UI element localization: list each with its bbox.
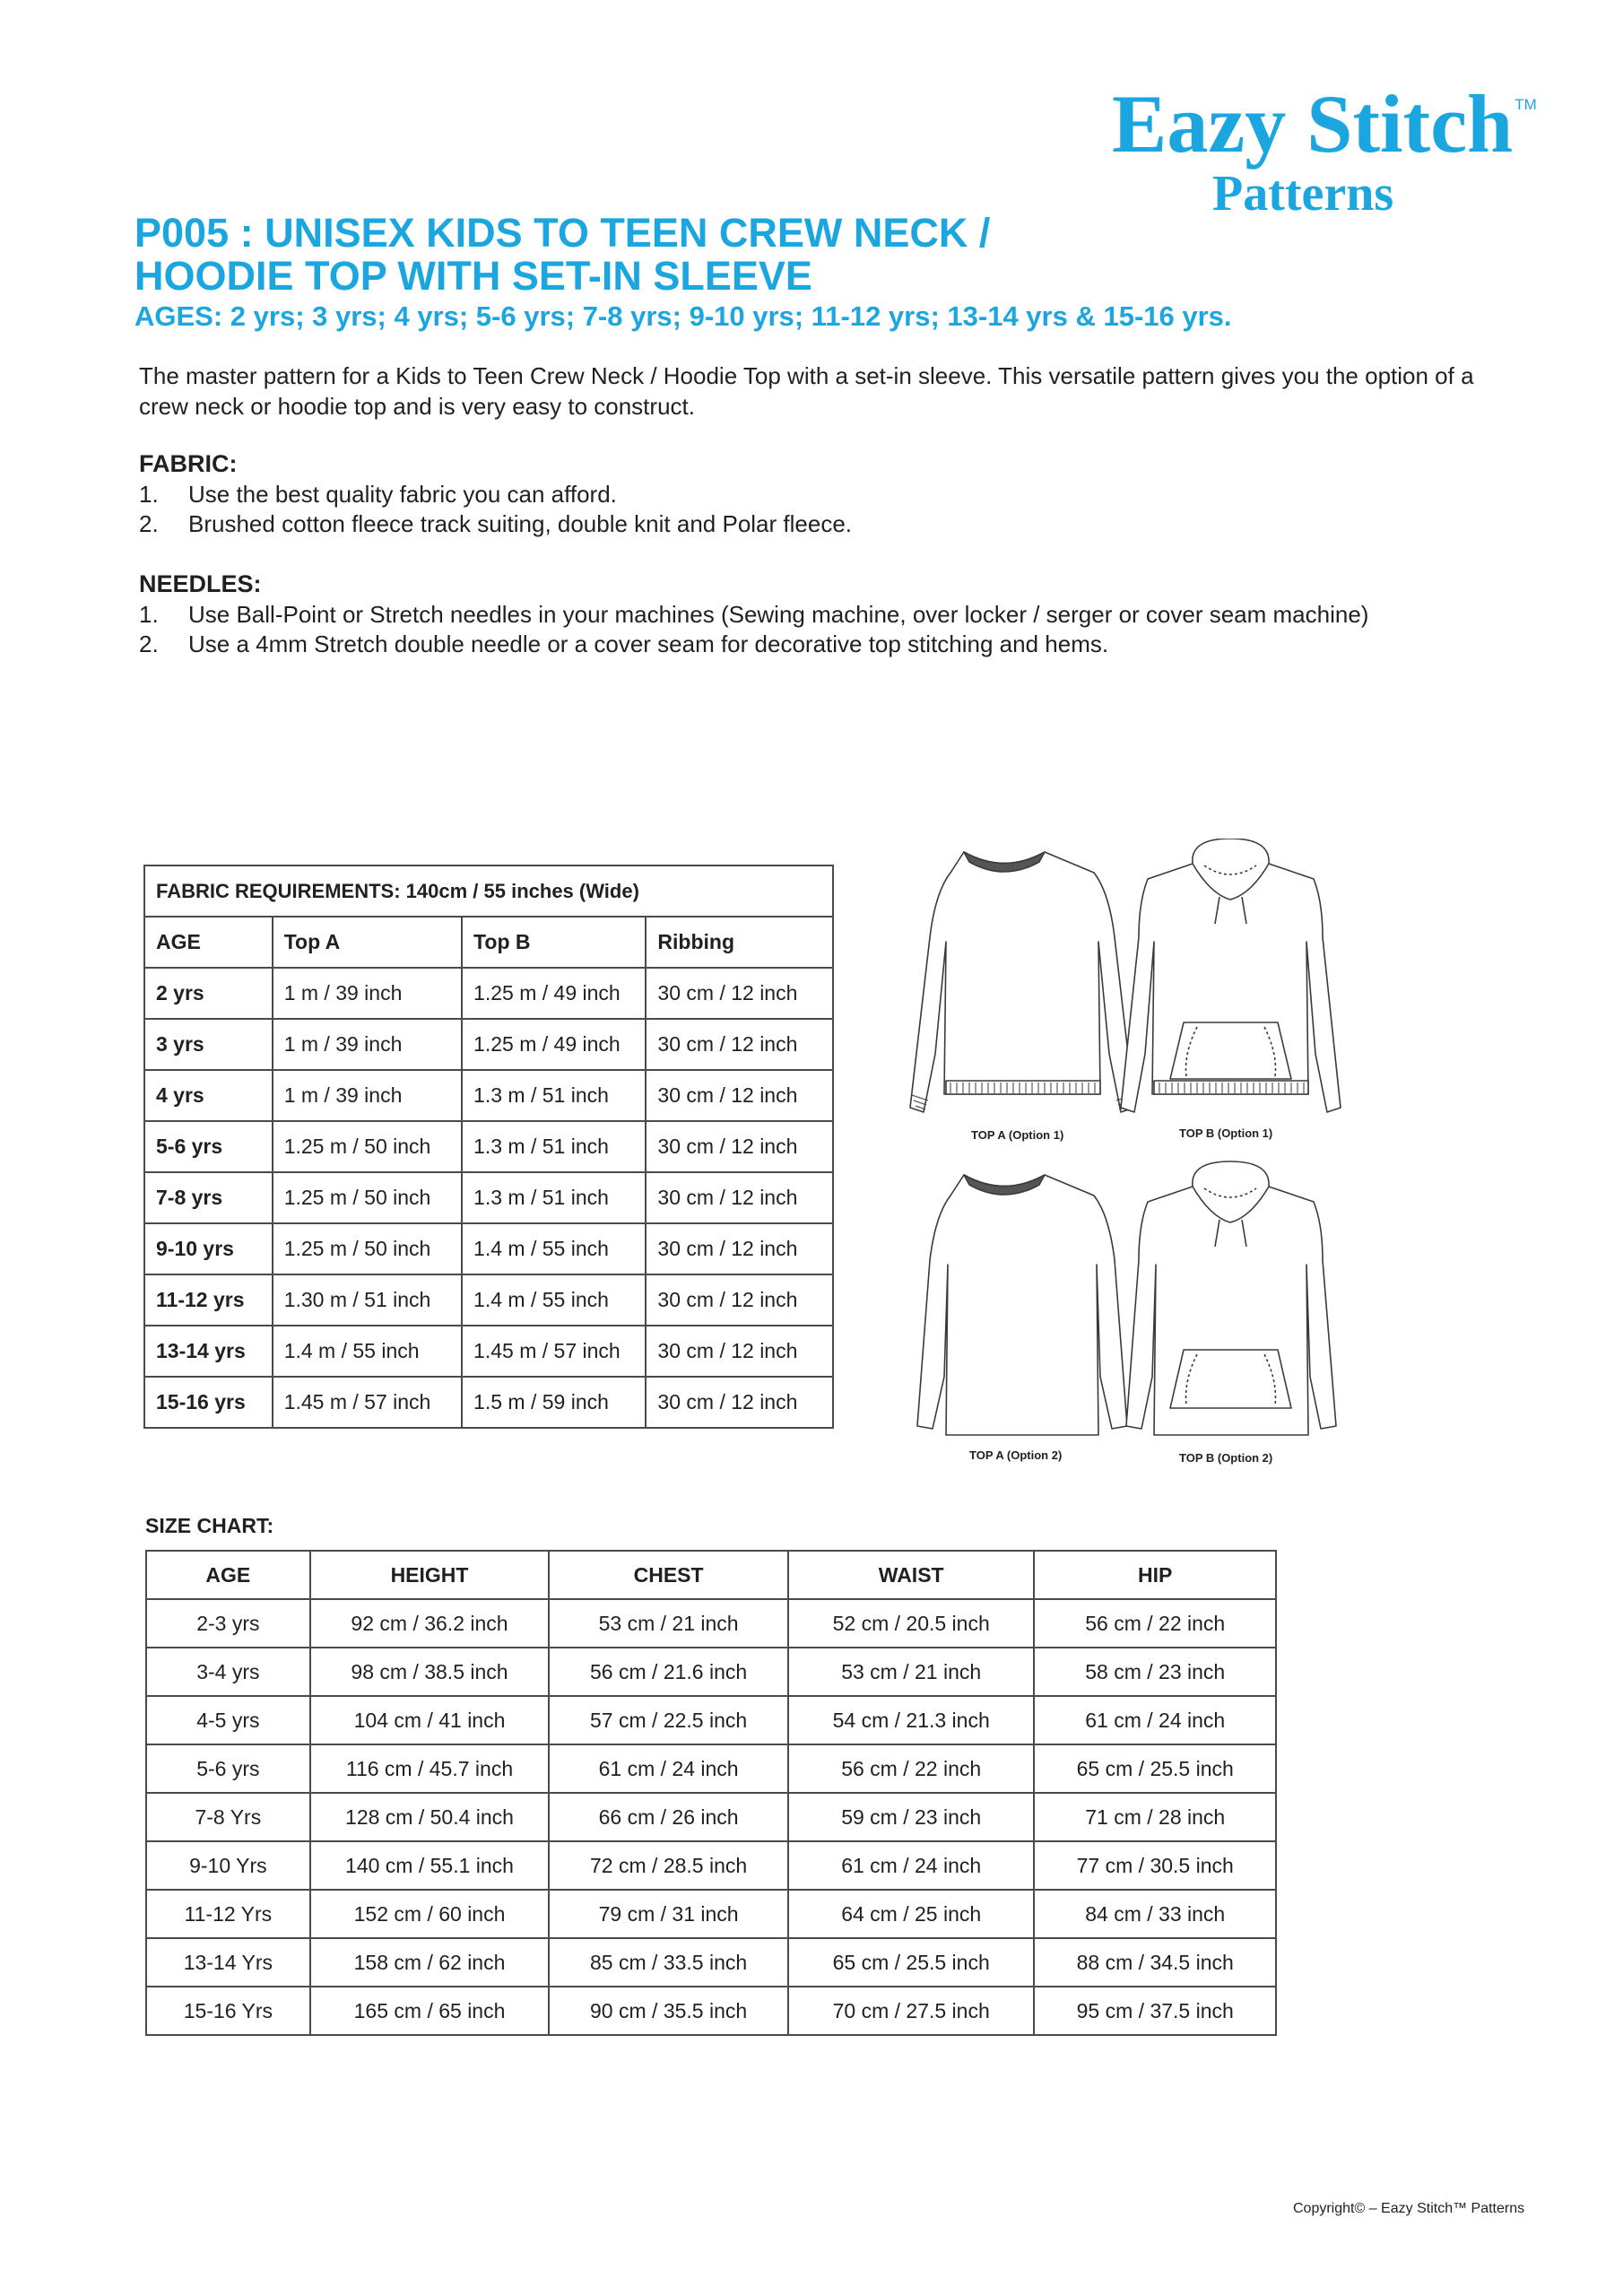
table-cell: 152 cm / 60 inch: [310, 1890, 550, 1938]
page-title: [135, 212, 990, 298]
table-cell: 90 cm / 35.5 inch: [549, 1987, 788, 2035]
age-cell: 4 yrs: [144, 1070, 273, 1121]
size-chart-table: [145, 1550, 1277, 2036]
top-b-option-2-drawing: [1126, 1161, 1336, 1435]
age-cell: 15-16 yrs: [144, 1377, 273, 1428]
table-row: [144, 1326, 833, 1377]
table-cell: 13-14 Yrs: [146, 1938, 310, 1987]
copyright-notice: Copyright© – Eazy Stitch™ Patterns: [1293, 2201, 1525, 2216]
table-cell: 30 cm / 12 inch: [646, 1274, 833, 1326]
column-header: Top B: [462, 917, 646, 968]
age-cell: 11-12 yrs: [144, 1274, 273, 1326]
top-b-option-1-drawing: [1121, 839, 1341, 1112]
table-cell: 15-16 Yrs: [146, 1987, 310, 2035]
age-cell: 3 yrs: [144, 1019, 273, 1070]
table-cell: 77 cm / 30.5 inch: [1034, 1841, 1276, 1890]
table-row: [146, 1987, 1276, 2035]
table-cell: 79 cm / 31 inch: [549, 1890, 788, 1938]
table-cell: 1.45 m / 57 inch: [462, 1326, 646, 1377]
fabric-heading: FABRIC:: [139, 450, 238, 477]
table-cell: 1.25 m / 49 inch: [462, 1019, 646, 1070]
table-cell: 92 cm / 36.2 inch: [310, 1599, 550, 1648]
table-cell: 64 cm / 25 inch: [788, 1890, 1035, 1938]
table-header-row: [144, 917, 833, 968]
table-cell: 1.3 m / 51 inch: [462, 1070, 646, 1121]
table-cell: 59 cm / 23 inch: [788, 1793, 1035, 1841]
table-cell: 52 cm / 20.5 inch: [788, 1599, 1035, 1648]
table-cell: 1.25 m / 50 inch: [273, 1172, 462, 1223]
table-cell: 1.4 m / 55 inch: [462, 1274, 646, 1326]
table-row: [144, 1172, 833, 1223]
table-cell: 65 cm / 25.5 inch: [788, 1938, 1035, 1987]
table-cell: 84 cm / 33 inch: [1034, 1890, 1276, 1938]
table-cell: 54 cm / 21.3 inch: [788, 1696, 1035, 1744]
table-cell: 1.3 m / 51 inch: [462, 1172, 646, 1223]
table-cell: 140 cm / 55.1 inch: [310, 1841, 550, 1890]
table-row: [146, 1648, 1276, 1696]
table-cell: 5-6 yrs: [146, 1744, 310, 1793]
table-cell: 1 m / 39 inch: [273, 1070, 462, 1121]
brand-name: Eazy Stitch: [1112, 78, 1514, 170]
table-cell: 85 cm / 33.5 inch: [549, 1938, 788, 1987]
table-caption: FABRIC REQUIREMENTS: 140cm / 55 inches (Wide): [144, 865, 833, 917]
column-header: Ribbing: [646, 917, 833, 968]
list-item: 2. Use a 4mm Stretch double needle or a cover seam for decorative top stitching and hems.: [139, 631, 1109, 657]
table-cell: 165 cm / 65 inch: [310, 1987, 550, 2035]
table-row: [144, 1274, 833, 1326]
table-cell: 57 cm / 22.5 inch: [549, 1696, 788, 1744]
table-cell: 56 cm / 21.6 inch: [549, 1648, 788, 1696]
table-row: [146, 1890, 1276, 1938]
table-cell: 9-10 Yrs: [146, 1841, 310, 1890]
top-a-option-2-drawing: [917, 1175, 1127, 1435]
table-cell: 1.3 m / 51 inch: [462, 1121, 646, 1172]
column-header: WAIST: [788, 1551, 1035, 1599]
table-cell: 70 cm / 27.5 inch: [788, 1987, 1035, 2035]
age-cell: 13-14 yrs: [144, 1326, 273, 1377]
top-a-option-1-drawing: [910, 852, 1134, 1112]
column-header: AGE: [144, 917, 273, 968]
table-cell: 4-5 yrs: [146, 1696, 310, 1744]
table-cell: 58 cm / 23 inch: [1034, 1648, 1276, 1696]
table-cell: 65 cm / 25.5 inch: [1034, 1744, 1276, 1793]
table-cell: 61 cm / 24 inch: [788, 1841, 1035, 1890]
table-cell: 158 cm / 62 inch: [310, 1938, 550, 1987]
age-cell: 9-10 yrs: [144, 1223, 273, 1274]
table-cell: 1.30 m / 51 inch: [273, 1274, 462, 1326]
table-cell: 30 cm / 12 inch: [646, 1223, 833, 1274]
table-cell: 1 m / 39 inch: [273, 968, 462, 1019]
table-cell: 116 cm / 45.7 inch: [310, 1744, 550, 1793]
table-cell: 1.25 m / 49 inch: [462, 968, 646, 1019]
table-cell: 1.25 m / 50 inch: [273, 1223, 462, 1274]
column-header: Top A: [273, 917, 462, 968]
table-cell: 1.4 m / 55 inch: [462, 1223, 646, 1274]
table-row: [146, 1793, 1276, 1841]
column-header: AGE: [146, 1551, 310, 1599]
caption-top-a-option-1: TOP A (Option 1): [971, 1128, 1064, 1142]
table-cell: 61 cm / 24 inch: [1034, 1696, 1276, 1744]
table-cell: 30 cm / 12 inch: [646, 1019, 833, 1070]
table-cell: 1.45 m / 57 inch: [273, 1377, 462, 1428]
fabric-list: [139, 480, 852, 539]
age-cell: 5-6 yrs: [144, 1121, 273, 1172]
table-cell: 1.5 m / 59 inch: [462, 1377, 646, 1428]
intro-paragraph: The master pattern for a Kids to Teen Crew Neck / Hoodie Top with a set-in sleeve. This versatile pattern gives you the option of a crew neck or hoodie top and is very easy to construct.: [139, 362, 1474, 420]
table-cell: 53 cm / 21 inch: [549, 1599, 788, 1648]
table-cell: 61 cm / 24 inch: [549, 1744, 788, 1793]
table-cell: 30 cm / 12 inch: [646, 1377, 833, 1428]
table-cell: 11-12 Yrs: [146, 1890, 310, 1938]
caption-top-b-option-1: TOP B (Option 1): [1179, 1126, 1273, 1140]
brand-sub: Patterns: [1212, 166, 1394, 222]
garment-drawings: [874, 839, 1484, 1484]
table-cell: 3-4 yrs: [146, 1648, 310, 1696]
age-cell: 2 yrs: [144, 968, 273, 1019]
table-cell: 66 cm / 26 inch: [549, 1793, 788, 1841]
list-item: 2. Brushed cotton fleece track suiting, double knit and Polar fleece.: [139, 510, 852, 537]
table-cell: 56 cm / 22 inch: [1034, 1599, 1276, 1648]
table-cell: 53 cm / 21 inch: [788, 1648, 1035, 1696]
table-row: [144, 1070, 833, 1121]
table-cell: 128 cm / 50.4 inch: [310, 1793, 550, 1841]
table-cell: 72 cm / 28.5 inch: [549, 1841, 788, 1890]
column-header: CHEST: [549, 1551, 788, 1599]
table-row: [144, 1121, 833, 1172]
table-cell: 30 cm / 12 inch: [646, 1121, 833, 1172]
column-header: HIP: [1034, 1551, 1276, 1599]
table-row: [144, 1019, 833, 1070]
brand-logo: [1112, 78, 1537, 222]
caption-top-a-option-2: TOP A (Option 2): [969, 1448, 1063, 1462]
needles-list: [139, 600, 1368, 659]
table-row: [146, 1938, 1276, 1987]
table-cell: 2-3 yrs: [146, 1599, 310, 1648]
table-cell: 98 cm / 38.5 inch: [310, 1648, 550, 1696]
size-chart-label: SIZE CHART:: [145, 1514, 274, 1537]
table-cell: 30 cm / 12 inch: [646, 1326, 833, 1377]
list-item: 1. Use the best quality fabric you can afford.: [139, 481, 617, 508]
table-cell: 30 cm / 12 inch: [646, 968, 833, 1019]
ages-line: AGES: 2 yrs; 3 yrs; 4 yrs; 5-6 yrs; 7-8 yrs; 9-10 yrs; 11-12 yrs; 13-14 yrs & 15-16 yrs.: [135, 300, 1232, 332]
table-row: [144, 968, 833, 1019]
table-cell: 104 cm / 41 inch: [310, 1696, 550, 1744]
brand-tm: TM: [1515, 96, 1537, 113]
table-cell: 7-8 Yrs: [146, 1793, 310, 1841]
list-item: 1. Use Ball-Point or Stretch needles in your machines (Sewing machine, over locker / serger or cover seam machine): [139, 601, 1369, 628]
table-cell: 1.25 m / 50 inch: [273, 1121, 462, 1172]
table-header-row: [146, 1551, 1276, 1599]
table-cell: 1.4 m / 55 inch: [273, 1326, 462, 1377]
title-line-1: P005 : UNISEX KIDS TO TEEN CREW NECK /: [135, 210, 991, 256]
table-cell: 30 cm / 12 inch: [646, 1070, 833, 1121]
garment-illustrations: [874, 839, 1484, 1484]
table-cell: 56 cm / 22 inch: [788, 1744, 1035, 1793]
fabric-requirements-table: [143, 865, 834, 1429]
table-row: [146, 1696, 1276, 1744]
caption-top-b-option-2: TOP B (Option 2): [1179, 1451, 1273, 1465]
title-line-2: HOODIE TOP WITH SET-IN SLEEVE: [135, 253, 812, 299]
table-row: [146, 1841, 1276, 1890]
table-cell: 1 m / 39 inch: [273, 1019, 462, 1070]
needles-heading: NEEDLES:: [139, 570, 262, 597]
table-row: [144, 1223, 833, 1274]
table-cell: 71 cm / 28 inch: [1034, 1793, 1276, 1841]
table-row: [144, 1377, 833, 1428]
column-header: HEIGHT: [310, 1551, 550, 1599]
table-caption-row: [144, 865, 833, 917]
age-cell: 7-8 yrs: [144, 1172, 273, 1223]
table-row: [146, 1744, 1276, 1793]
table-row: [146, 1599, 1276, 1648]
table-cell: 88 cm / 34.5 inch: [1034, 1938, 1276, 1987]
table-cell: 30 cm / 12 inch: [646, 1172, 833, 1223]
table-cell: 95 cm / 37.5 inch: [1034, 1987, 1276, 2035]
